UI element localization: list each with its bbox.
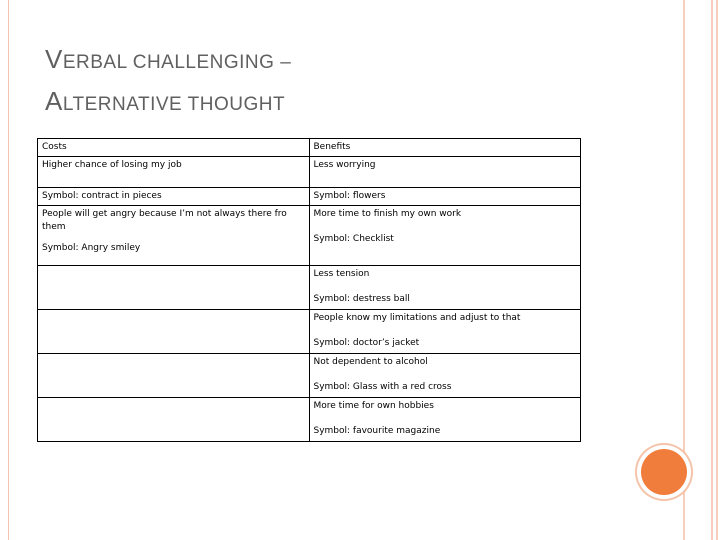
benefit-cell (309, 310, 581, 354)
benefit-symbol: Symbol: destress ball (313, 294, 410, 304)
benefit-text: People know my limitations and adjust to that (313, 313, 521, 323)
cost-benefit-table (37, 138, 581, 442)
benefit-symbol: Symbol: favourite magazine (313, 426, 441, 436)
table-row (38, 157, 581, 188)
benefit-text: Less tension (313, 269, 370, 279)
benefit-symbol: Symbol: doctor’s jacket (313, 338, 420, 348)
frame-line (711, 0, 713, 540)
cost-cell (38, 310, 310, 354)
benefit-cell (309, 188, 581, 206)
table-row (38, 354, 581, 398)
cost-cell (38, 266, 310, 310)
cost-cell (38, 188, 310, 206)
benefit-symbol: Symbol: Checklist (313, 234, 394, 244)
cost-text: Higher chance of losing my job (42, 160, 182, 170)
cost-cell (38, 354, 310, 398)
table-row (38, 266, 581, 310)
slide-title (45, 40, 585, 124)
cost-text: Symbol: contract in pieces (42, 191, 162, 201)
benefit-text: More time to finish my own work (313, 209, 462, 219)
table-header-row (38, 139, 581, 157)
benefit-text: Symbol: flowers (313, 191, 386, 201)
benefit-cell (309, 266, 581, 310)
benefit-symbol: Symbol: Glass with a red cross (313, 382, 452, 392)
cost-cell (38, 157, 310, 188)
decorative-orb (641, 449, 687, 495)
table-row (38, 206, 581, 266)
cost-cell (38, 398, 310, 442)
benefit-text: Not dependent to alcohol (313, 357, 428, 367)
header-costs: Costs (38, 139, 310, 157)
table-row (38, 188, 581, 206)
slide-frame-right (683, 0, 720, 540)
frame-line (716, 0, 718, 540)
benefit-text: More time for own hobbies (313, 401, 434, 411)
benefit-cell (309, 398, 581, 442)
benefit-cell (309, 206, 581, 266)
cost-symbol: Symbol: Angry smiley (42, 243, 141, 253)
benefit-cell (309, 354, 581, 398)
title-line-1: VERBAL CHALLENGING – (45, 44, 292, 74)
cost-text: People will get angry because I’m not always there fro them (42, 209, 287, 232)
cost-cell (38, 206, 310, 266)
header-benefits: Benefits (309, 139, 581, 157)
benefit-cell (309, 157, 581, 188)
table-row (38, 398, 581, 442)
benefit-text: Less worrying (313, 160, 376, 170)
table-row (38, 310, 581, 354)
slide-frame-left (0, 0, 9, 540)
title-line-2: ALTERNATIVE THOUGHT (45, 86, 286, 116)
